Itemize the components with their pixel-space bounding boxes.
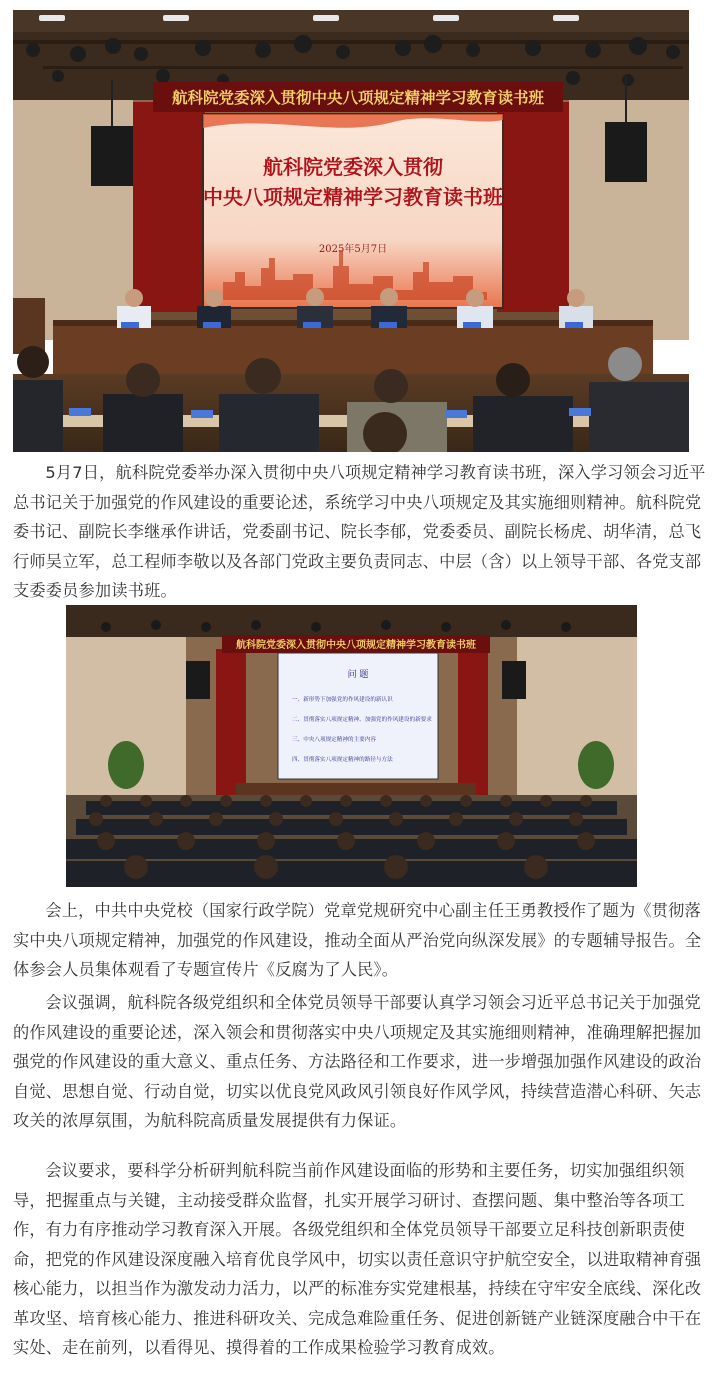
screen-line-3: 三、中央八项规定精神的主要内容 [292, 737, 376, 743]
article-paragraph-3: 会议强调，航科院各级党组织和全体党员领导干部要认真学习领会习近平总书记关于加强党的作风建设的重要论述，深入领会和贯彻落实中央八项规定及其实施细则精神，准确理解把握加强党的作风建设的重大意义、重点任务、方法路径和工作要求，进一步增强加强作风建设的政治自觉、思想自觉、行动自觉，切实以优良党风政风引领良好作风学风，持续营造潜心科研、矢志攻关的浓厚氛围，为航科院高质量发展提供有力保证。 [13, 993, 702, 1130]
meeting-photo-hall [66, 605, 637, 887]
article-paragraph-4: 会议要求，要科学分析研判航科院当前作风建设面临的形势和主要任务，切实加强组织领导，把握重点与关键，主动接受群众监督，扎实开展学习研讨、查摆问题、集中整治等各项工作，有力有序推动学习教育深入开展。各级党组织和全体党员领导干部要立足科技创新职责使命，把党的作风建设深度融入培育优良学风中，切实以责任意识守护航空安全，以进取精神育强核心能力，以担当作为激发动力活力，以严的标准夯实党建根基，持续在守牢安全底线、深化改革攻坚、培育核心能力、推进科研攻关、完成急难险重任务、促进创新链产业链深度融合中干在实处、走在前列，以看得见、摸得着的工作成果检验学习教育成效。 [13, 1161, 702, 1357]
article-paragraph-2: 会上，中共中央党校（国家行政学院）党章党规研究中心副主任王勇教授作了题为《贯彻落实中央八项规定精神，加强党的作风建设，推动全面从严治党向纵深发展》的专题辅导报告。全体参会人员集体观看了专题宣传片《反腐为了人民》。 [13, 901, 702, 979]
screen-date: 2025年5月7日 [318, 244, 388, 255]
screen-line-4: 四、贯彻落实八项规定精神的路径与方法 [292, 757, 393, 763]
screen-title-line1: 航科院党委深入贯彻 [263, 155, 443, 179]
screen-title-line2: 中央八项规定精神学习教育读书班 [203, 185, 503, 209]
meeting-photo-main-drawing [13, 10, 689, 452]
article-paragraph-1: 5月7日，航科院党委举办深入贯彻中央八项规定精神学习教育读书班，深入学习领会习近平总书记关于加强党的作风建设的重要论述，系统学习中央八项规定及其实施细则精神。航科院党委书记、副院长李继承作讲话，党委副书记、院长李郁，党委委员、副院长杨虎、胡华清，总飞行师吴立军，总工程师李敬以及各部门党政主要负责同志、中层（含）以上领导干部、各党支部支委委员参加读书班。 [13, 463, 706, 600]
hall-banner-text: 航科院党委深入贯彻中央八项规定精神学习教育读书班 [236, 640, 476, 651]
screen-heading: 问 题 [347, 670, 369, 680]
meeting-photo-hall-drawing [66, 605, 637, 887]
meeting-photo-main [13, 10, 689, 452]
screen-line-1: 一、新形势下加强党的作风建设的新认识 [292, 697, 393, 703]
screen-line-2: 二、贯彻落实八项规定精神、加强党的作风建设的新要求 [292, 717, 432, 723]
stage-banner-text: 航科院党委深入贯彻中央八项规定精神学习教育读书班 [171, 89, 545, 107]
